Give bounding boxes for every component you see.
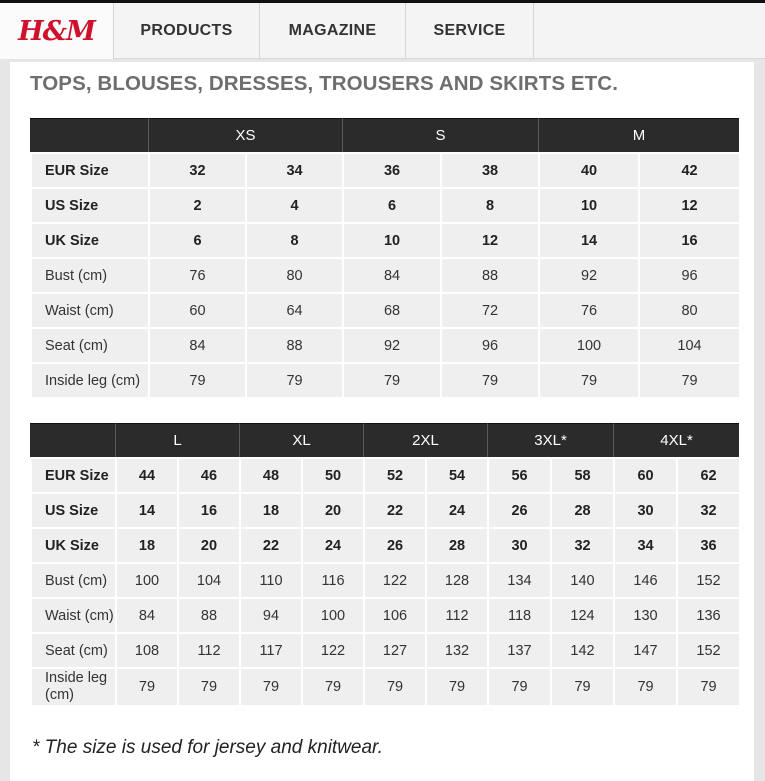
- row-label: Inside leg (cm): [30, 362, 148, 397]
- size-header: 3XL*: [487, 423, 613, 457]
- table-cell: 147: [613, 632, 676, 667]
- table-cell: 79: [676, 667, 739, 705]
- table-cell: 8: [245, 222, 342, 257]
- table-cell: 26: [363, 527, 425, 562]
- table-row: [30, 257, 739, 292]
- table-row: [30, 492, 739, 527]
- table-row: [30, 632, 739, 667]
- footnote: * The size is used for jersey and knitwear.: [32, 737, 383, 758]
- table-cell: 16: [177, 492, 239, 527]
- table-cell: 8: [440, 187, 538, 222]
- row-label: Bust (cm): [30, 562, 115, 597]
- table-row: [30, 222, 739, 257]
- header-corner: [30, 118, 148, 152]
- nav-products[interactable]: PRODUCTS: [114, 3, 260, 59]
- size-header: XS: [148, 118, 342, 152]
- size-guide-card: [10, 62, 754, 781]
- table-cell: 94: [239, 597, 301, 632]
- table-row: [30, 187, 739, 222]
- table-cell: 84: [342, 257, 440, 292]
- table-cell: 36: [342, 152, 440, 187]
- table-cell: 60: [613, 457, 676, 492]
- table-cell: 79: [245, 362, 342, 397]
- table-cell: 79: [177, 667, 239, 705]
- row-label: EUR Size: [30, 457, 115, 492]
- table-cell: 84: [115, 597, 177, 632]
- table-cell: 30: [613, 492, 676, 527]
- table-cell: 26: [487, 492, 550, 527]
- table-cell: 18: [115, 527, 177, 562]
- table-header-row: [30, 118, 739, 152]
- table-cell: 79: [342, 362, 440, 397]
- table-row: [30, 667, 739, 705]
- table-header-row: [30, 423, 739, 457]
- table-cell: 44: [115, 457, 177, 492]
- nav-service[interactable]: SERVICE: [406, 3, 534, 59]
- table-cell: 146: [613, 562, 676, 597]
- table-cell: 12: [638, 187, 739, 222]
- table-cell: 118: [487, 597, 550, 632]
- table-cell: 28: [425, 527, 487, 562]
- table-cell: 72: [440, 292, 538, 327]
- table-cell: 10: [538, 187, 638, 222]
- table-cell: 79: [487, 667, 550, 705]
- table-cell: 79: [301, 667, 363, 705]
- table-cell: 24: [425, 492, 487, 527]
- table-cell: 136: [676, 597, 739, 632]
- table-cell: 152: [676, 632, 739, 667]
- row-label: EUR Size: [30, 152, 148, 187]
- table-cell: 117: [239, 632, 301, 667]
- size-header: XL: [239, 423, 363, 457]
- page-title: TOPS, BLOUSES, DRESSES, TROUSERS AND SKIRTS ETC.: [30, 72, 618, 95]
- table-cell: 28: [550, 492, 613, 527]
- table-cell: 92: [538, 257, 638, 292]
- table-row: [30, 327, 739, 362]
- row-label: US Size: [30, 187, 148, 222]
- table-cell: 64: [245, 292, 342, 327]
- table-cell: 22: [363, 492, 425, 527]
- table-row: [30, 527, 739, 562]
- table-cell: 79: [363, 667, 425, 705]
- table-cell: 116: [301, 562, 363, 597]
- table-cell: 16: [638, 222, 739, 257]
- table-cell: 112: [177, 632, 239, 667]
- table-cell: 79: [550, 667, 613, 705]
- table-row: [30, 362, 739, 397]
- table-row: [30, 562, 739, 597]
- table-cell: 4: [245, 187, 342, 222]
- table-cell: 22: [239, 527, 301, 562]
- size-header: 2XL: [363, 423, 487, 457]
- row-label: Inside leg (cm): [30, 667, 115, 705]
- table-cell: 122: [301, 632, 363, 667]
- table-cell: 36: [676, 527, 739, 562]
- table-cell: 76: [148, 257, 245, 292]
- table-cell: 32: [148, 152, 245, 187]
- row-label: US Size: [30, 492, 115, 527]
- top-nav: [0, 3, 765, 59]
- table-cell: 6: [148, 222, 245, 257]
- table-cell: 104: [177, 562, 239, 597]
- table-cell: 79: [148, 362, 245, 397]
- table-cell: 106: [363, 597, 425, 632]
- table-cell: 134: [487, 562, 550, 597]
- table-cell: 79: [239, 667, 301, 705]
- table-cell: 79: [440, 362, 538, 397]
- table-cell: 32: [550, 527, 613, 562]
- table-cell: 128: [425, 562, 487, 597]
- table-cell: 130: [613, 597, 676, 632]
- row-label: Waist (cm): [30, 597, 115, 632]
- table-cell: 80: [638, 292, 739, 327]
- table-cell: 12: [440, 222, 538, 257]
- table-cell: 34: [245, 152, 342, 187]
- table-cell: 48: [239, 457, 301, 492]
- table-cell: 14: [538, 222, 638, 257]
- table-cell: 110: [239, 562, 301, 597]
- size-header: M: [538, 118, 739, 152]
- table-cell: 46: [177, 457, 239, 492]
- table-cell: 142: [550, 632, 613, 667]
- table-cell: 58: [550, 457, 613, 492]
- table-row: [30, 292, 739, 327]
- table-cell: 124: [550, 597, 613, 632]
- table-cell: 52: [363, 457, 425, 492]
- row-label: UK Size: [30, 222, 148, 257]
- table-cell: 38: [440, 152, 538, 187]
- nav-magazine[interactable]: MAGAZINE: [260, 3, 406, 59]
- table-cell: 79: [613, 667, 676, 705]
- table-cell: 88: [177, 597, 239, 632]
- size-header: L: [115, 423, 239, 457]
- logo-text: H&M: [18, 15, 95, 47]
- table-cell: 100: [301, 597, 363, 632]
- table-cell: 79: [638, 362, 739, 397]
- table-cell: 32: [676, 492, 739, 527]
- table-cell: 96: [440, 327, 538, 362]
- table-cell: 2: [148, 187, 245, 222]
- table-cell: 30: [487, 527, 550, 562]
- table-cell: 92: [342, 327, 440, 362]
- table-cell: 104: [638, 327, 739, 362]
- size-table-l-4xl: [30, 423, 739, 705]
- table-cell: 122: [363, 562, 425, 597]
- table-cell: 56: [487, 457, 550, 492]
- table-cell: 42: [638, 152, 739, 187]
- table-cell: 14: [115, 492, 177, 527]
- table-cell: 6: [342, 187, 440, 222]
- table-cell: 20: [301, 492, 363, 527]
- table-cell: 50: [301, 457, 363, 492]
- size-table-xs-m: [30, 118, 739, 397]
- table-cell: 34: [613, 527, 676, 562]
- table-cell: 79: [538, 362, 638, 397]
- table-cell: 112: [425, 597, 487, 632]
- table-cell: 152: [676, 562, 739, 597]
- table-cell: 20: [177, 527, 239, 562]
- table-cell: 100: [115, 562, 177, 597]
- table-cell: 132: [425, 632, 487, 667]
- table-cell: 88: [245, 327, 342, 362]
- table-cell: 18: [239, 492, 301, 527]
- row-label: Waist (cm): [30, 292, 148, 327]
- size-header: 4XL*: [613, 423, 739, 457]
- table-cell: 137: [487, 632, 550, 667]
- hm-logo[interactable]: [0, 3, 114, 59]
- row-label: UK Size: [30, 527, 115, 562]
- header-corner: [30, 423, 115, 457]
- table-cell: 24: [301, 527, 363, 562]
- table-cell: 88: [440, 257, 538, 292]
- table-row: [30, 152, 739, 187]
- row-label: Seat (cm): [30, 327, 148, 362]
- table-cell: 68: [342, 292, 440, 327]
- table-cell: 108: [115, 632, 177, 667]
- table-cell: 80: [245, 257, 342, 292]
- table-cell: 100: [538, 327, 638, 362]
- table-cell: 79: [115, 667, 177, 705]
- table-cell: 84: [148, 327, 245, 362]
- row-label: Bust (cm): [30, 257, 148, 292]
- table-cell: 60: [148, 292, 245, 327]
- table-row: [30, 457, 739, 492]
- table-cell: 76: [538, 292, 638, 327]
- table-cell: 140: [550, 562, 613, 597]
- table-row: [30, 597, 739, 632]
- table-cell: 96: [638, 257, 739, 292]
- table-cell: 40: [538, 152, 638, 187]
- size-header: S: [342, 118, 538, 152]
- table-cell: 62: [676, 457, 739, 492]
- table-cell: 79: [425, 667, 487, 705]
- table-cell: 10: [342, 222, 440, 257]
- row-label: Seat (cm): [30, 632, 115, 667]
- table-cell: 54: [425, 457, 487, 492]
- table-cell: 127: [363, 632, 425, 667]
